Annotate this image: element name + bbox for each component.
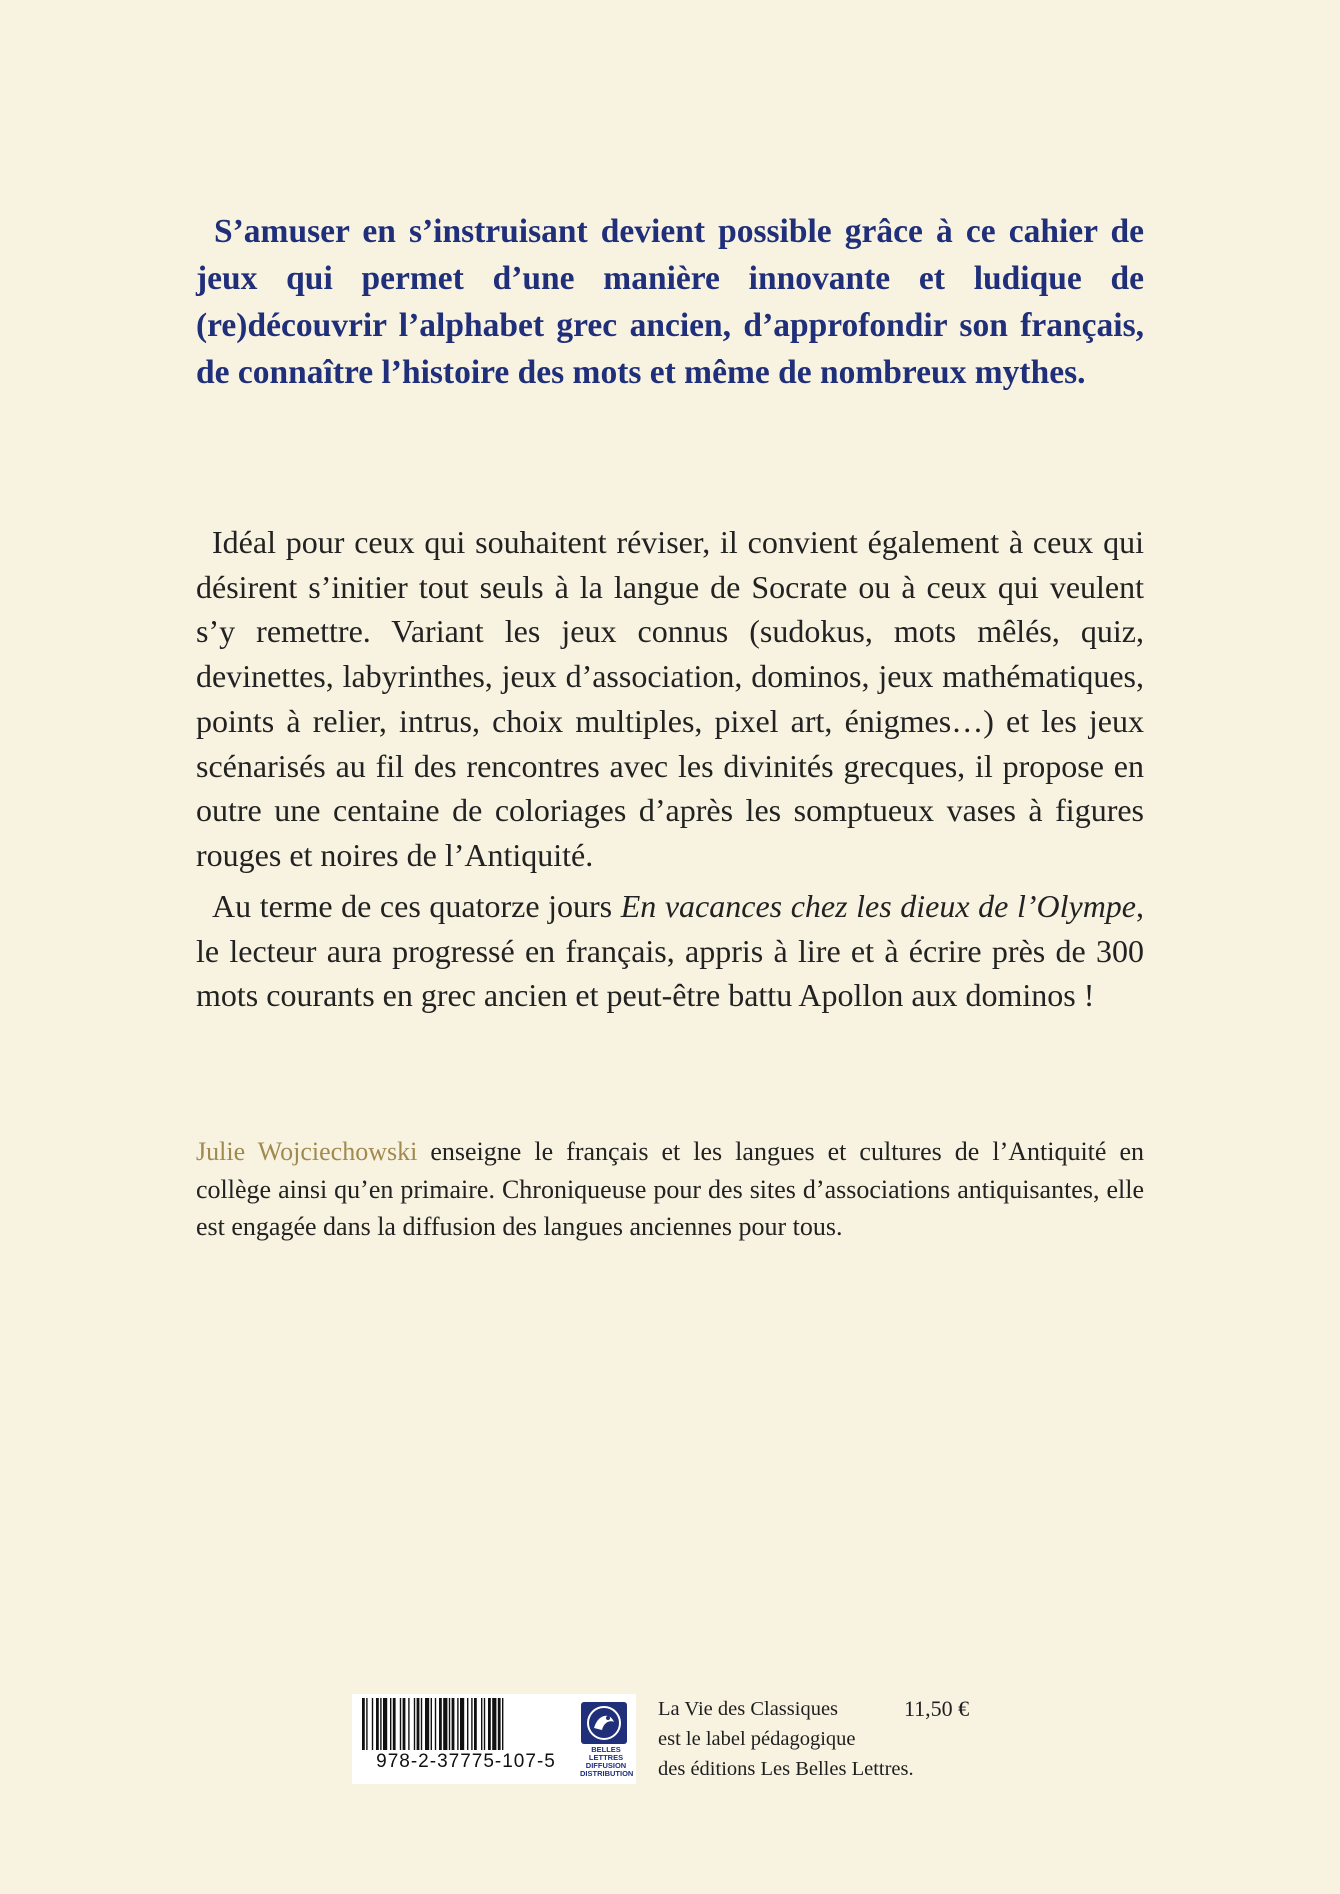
barcode-bar: [449, 1698, 450, 1750]
publisher-note-line-3: des éditions Les Belles Lettres.: [658, 1758, 914, 1780]
barcode-bar: [502, 1698, 503, 1750]
barcode-bar: [393, 1698, 396, 1750]
barcode-bar: [383, 1698, 387, 1750]
barcode-bar: [362, 1698, 365, 1750]
barcode-bar: [471, 1698, 472, 1750]
description-paragraph-1: Idéal pour ceux qui souhaitent réviser, il convient également à ceux qui désirent s’initier tout seuls à la langue de Socrate ou à ceux qui veulent s’y remettre. Variant les jeux connus (sudokus, mots mêlés, quiz, devinettes, labyrinthes, jeux d’association, dominos, jeux mathématiques, points à relier, intrus, choix multiples, pixel art, énigmes…) et les jeux scénarisés au fil des rencontres avec les divinités grecques, il propose en outre une centaine de coloriages d’après les somptueux vases à figures rouges et noires de l’Antiquité.: [196, 524, 1144, 873]
barcode-bar: [390, 1698, 391, 1750]
isbn-number: 978-2-37775-107-5: [376, 1751, 556, 1772]
barcode-bar: [439, 1698, 442, 1750]
barcode-bar: [376, 1698, 379, 1750]
publisher-note: [658, 1694, 918, 1784]
paragraph-2-start: Au terme de ces quatorze jours: [212, 888, 621, 924]
barcode-bar: [425, 1698, 429, 1750]
distributor-logo-text: BELLES LETTRES DIFFUSION DISTRIBUTION: [580, 1745, 634, 1778]
barcode-bar: [366, 1698, 367, 1750]
barcode-bar: [484, 1698, 485, 1750]
publisher-note-line-1: La Vie des Classiques: [658, 1698, 839, 1720]
blurb-text: S’amuser en s’instruisant devient possible grâce à ce cahier de jeux qui permet d’une manière innovante et ludique de (re)découvrir l’alphabet grec ancien, d’approfondir son français, de connaître l’histoire des mots et même de nombreux mythes.: [196, 213, 1144, 391]
barcode-icon: [360, 1698, 578, 1750]
paragraph-2-end: , le lecteur aura progressé en français, appris à lire et à écrire près de 300 mots courants en grec ancien et peut-être battu Apollon aux dominos !: [196, 888, 1145, 1014]
barcode-bar: [403, 1698, 406, 1750]
barcode-bar: [488, 1698, 491, 1750]
publisher-note-line-2: est le label pédagogique: [658, 1728, 856, 1750]
barcode-bar: [460, 1698, 464, 1750]
distributor-logo: [578, 1700, 632, 1780]
barcode-bar: [431, 1698, 432, 1750]
barcode-bar: [408, 1698, 409, 1750]
barcode-bar: [474, 1698, 477, 1750]
barcode-bar: [372, 1698, 373, 1750]
author-name: Julie Wojciechowski: [196, 1137, 418, 1166]
barcode-bar: [417, 1698, 420, 1750]
barcode-bar: [467, 1698, 468, 1750]
barcode-bar: [435, 1698, 436, 1750]
barcode-bar: [380, 1698, 381, 1750]
price: 11,50 €: [904, 1696, 970, 1721]
distributor-seal-icon: [578, 1700, 632, 1746]
barcode-bar: [498, 1698, 501, 1750]
book-title: En vacances chez les dieux de l’Olympe: [620, 888, 1137, 924]
description-paragraph-2: [196, 884, 1144, 1018]
barcode-bar: [492, 1698, 496, 1750]
barcode-bar: [400, 1698, 401, 1750]
barcode-bar: [414, 1698, 415, 1750]
author-bio-text: enseigne le français et les langues et cultures de l’Antiquité en collège ainsi qu’en primaire. Chroniqueuse pour des sites d’associations antiquisantes, elle est engagée dans la diffusion des langues anciennes pour tous.: [196, 1137, 1145, 1241]
barcode-bar: [421, 1698, 422, 1750]
barcode-bar: [443, 1698, 447, 1750]
author-bio: [196, 1133, 1144, 1246]
barcode-bar: [452, 1698, 455, 1750]
barcode-bar: [481, 1698, 482, 1750]
barcode-bar: [457, 1698, 458, 1750]
barcode-area: [352, 1694, 636, 1784]
